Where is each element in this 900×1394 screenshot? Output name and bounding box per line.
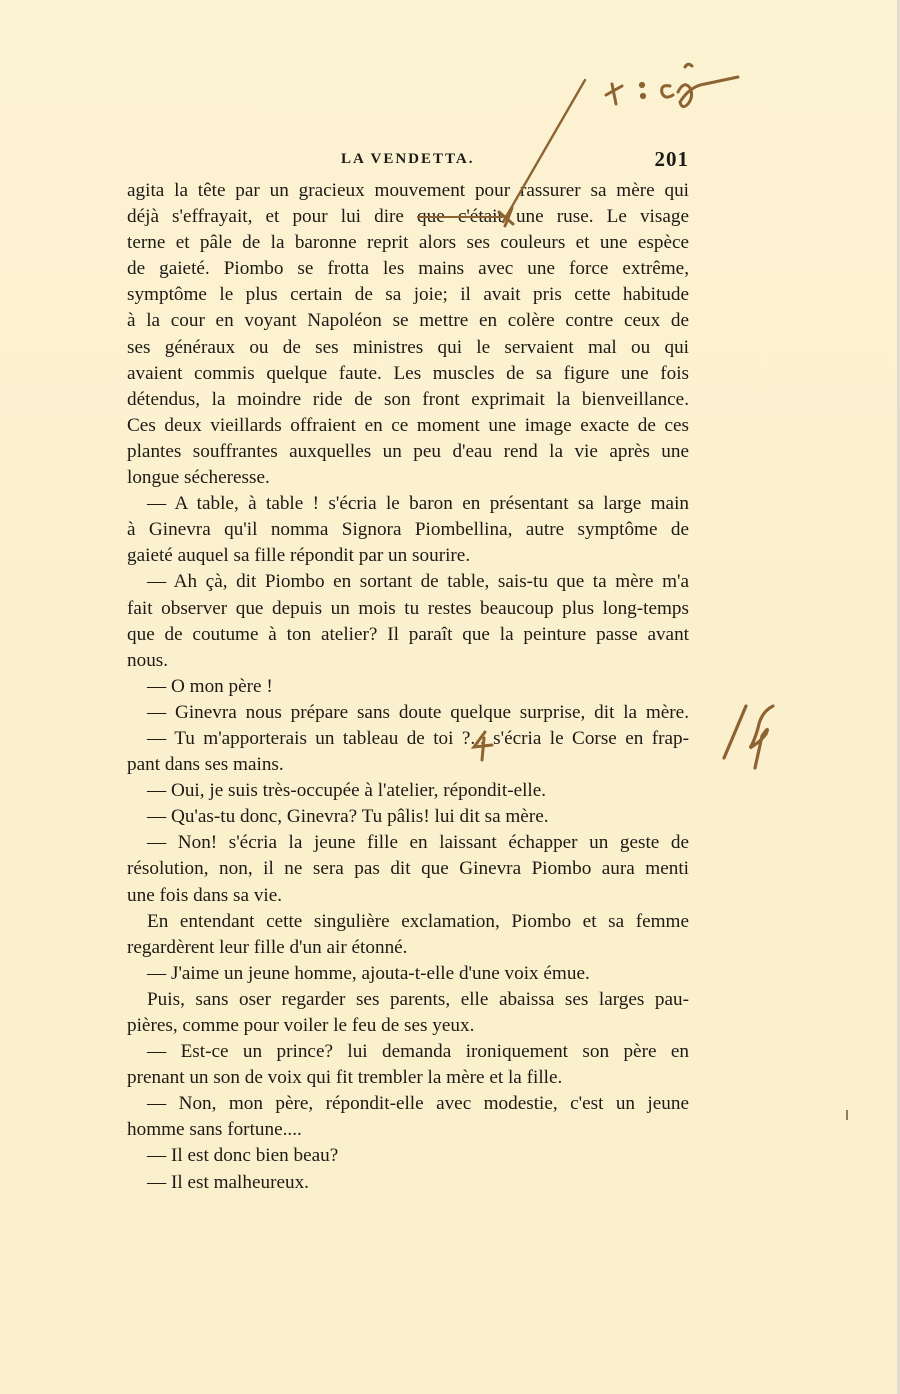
text-line: avaient commis quelque faute. Les muscles de sa figure une fois [127, 362, 689, 384]
text-line: — Il est malheureux. [147, 1171, 309, 1193]
text-line: — Ginevra nous prépare sans doute quelque surprise, dit la mère. [147, 701, 689, 723]
right-margin-note-icon [724, 706, 773, 768]
text-line: — O mon père ! [147, 675, 273, 697]
text-line: pières, comme pour voiler le feu de ses yeux. [127, 1015, 475, 1036]
text-line: — Tu m'apporterais un tableau de toi ?... s'écria le Corse en frap- [147, 727, 689, 749]
text-line: plantes souffrantes auxquelles un peu d'eau rend la vie après une [127, 440, 689, 462]
text-line: une fois dans sa vie. [127, 884, 283, 906]
text-line: — Non! s'écria la jeune fille en laissant échapper un geste de [147, 832, 689, 854]
text-line: terne et pâle de la baronne reprit alors ses couleurs et une espèce [127, 232, 689, 254]
top-margin-note-icon [606, 64, 738, 106]
text-line: nous. [127, 649, 169, 671]
text-line: ses généraux ou de ses ministres qui le servaient mal ou qui [127, 336, 689, 358]
text-line: — Ah çà, dit Piombo en sortant de table, sais-tu que ta mère m'a [147, 571, 689, 593]
text-line: déjà s'effrayait, et pour lui dire que c'était une ruse. Le visage [127, 206, 689, 228]
text-line: gaieté auquel sa fille répondit par un sourire. [127, 545, 471, 567]
text-line: symptôme le plus certain de sa joie; il avait pris cette habitude [127, 284, 689, 306]
text-line: Puis, sans oser regarder ses parents, elle abaissa ses larges pau- [147, 988, 689, 1010]
running-head [127, 147, 689, 171]
text-line: fait observer que depuis un mois tu restes beaucoup plus long-temps [127, 597, 689, 619]
text-line: — Qu'as-tu donc, Ginevra? Tu pâlis! lui dit sa mère. [147, 806, 549, 828]
text-line: à la cour en voyant Napoléon se mettre en colère contre ceux de [127, 310, 689, 332]
text-line: Ces deux vieillards offraient en ce moment une image exacte de ces [127, 414, 689, 436]
text-line: pant dans ses mains. [127, 754, 284, 776]
text-line: longue sécheresse. [127, 467, 270, 489]
page-number: 201 [654, 147, 689, 171]
text-line: — J'aime un jeune homme, ajouta-t-elle d'une voix émue. [147, 962, 590, 984]
text-line: — Oui, je suis très-occupée à l'atelier, répondit-elle. [147, 780, 547, 802]
body-text [127, 178, 689, 1196]
text-line: — Non, mon père, répondit-elle avec modestie, c'est un jeune [147, 1093, 689, 1115]
text-line: — A table, à table ! s'écria le baron en présentant sa large main [147, 493, 689, 515]
text-line: détendus, la moindre ride de son front exprimait la bienveillance. [127, 388, 689, 410]
running-title: LA VENDETTA. [341, 151, 475, 167]
text-line: — Il est donc bien beau? [147, 1145, 339, 1167]
text-line: prenant un son de voix qui fit trembler la mère et la fille. [127, 1067, 563, 1089]
text-line: regardèrent leur fille d'un air étonné. [127, 936, 408, 958]
text-line: de gaieté. Piombo se frotta les mains avec une force extrême, [127, 258, 689, 280]
text-line: agita la tête par un gracieux mouvement pour rassurer sa mère qui [127, 180, 689, 201]
text-line: résolution, non, il ne sera pas dit que Ginevra Piombo aura menti [127, 858, 689, 880]
text-line: — Est-ce un prince? lui demanda ironiquement son père en [147, 1041, 689, 1063]
text-line: que de coutume à ton atelier? Il paraît que la peinture passe avant [127, 623, 689, 645]
text-line: En entendant cette singulière exclamation, Piombo et sa femme [147, 910, 689, 932]
struck-text: que c'était [417, 206, 503, 228]
text-line: homme sans fortune.... [127, 1119, 302, 1141]
text-line: à Ginevra qu'il nomma Signora Piombellina, autre symptôme de [127, 519, 689, 541]
